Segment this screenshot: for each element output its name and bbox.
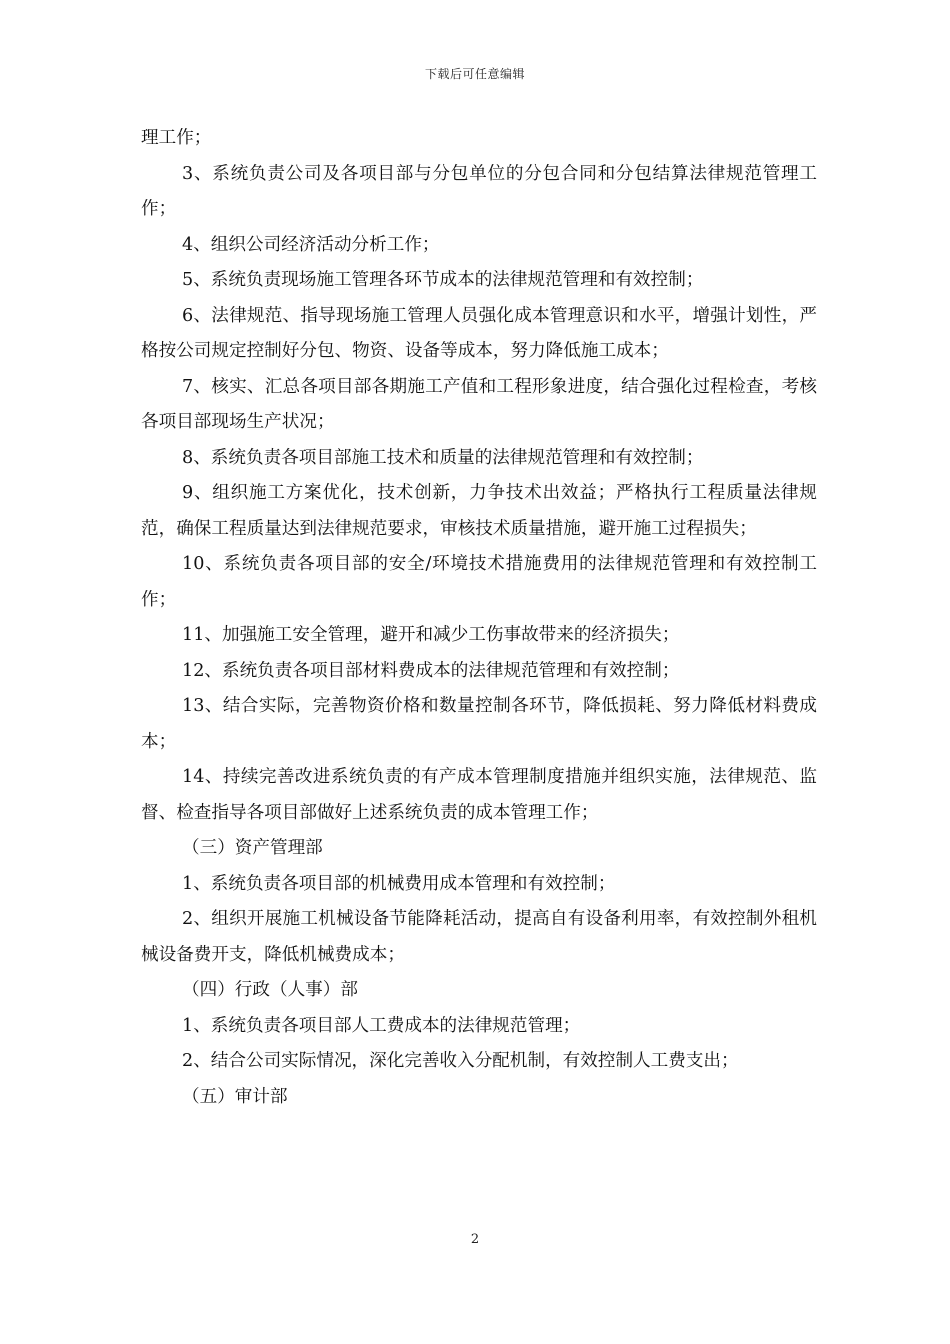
paragraph: 9、组织施工方案优化，技术创新，力争技术出效益；严格执行工程质量法律规范，确保工程质量达到法律规范要求，审核技术质量措施，避开施工过程损失； [141, 483, 817, 539]
section-heading: （三）资产管理部 [182, 838, 323, 858]
paragraph: 5、系统负责现场施工管理各环节成本的法律规范管理和有效控制； [182, 270, 704, 290]
paragraph: 12、系统负责各项目部材料费成本的法律规范管理和有效控制； [182, 660, 680, 681]
paragraph: 6、法律规范、指导现场施工管理人员强化成本管理意识和水平，增强计划性，严格按公司规定控制好分包、物资、设备等成本，努力降低施工成本； [141, 305, 817, 361]
section-heading: （五）审计部 [182, 1086, 288, 1107]
paragraph: 2、结合公司实际情况，深化完善收入分配机制，有效控制人工费支出； [182, 1051, 739, 1071]
document-body [141, 121, 817, 1115]
page-number: 2 [470, 1232, 480, 1247]
paragraph: 8、系统负责各项目部施工技术和质量的法律规范管理和有效控制； [182, 447, 704, 468]
paragraph: 3、系统负责公司及各项目部与分包单位的分包合同和分包结算法律规范管理工作； [141, 163, 817, 219]
paragraph: 1、系统负责各项目部人工费成本的法律规范管理； [182, 1015, 581, 1036]
paragraph: 13、结合实际，完善物资价格和数量控制各环节，降低损耗、努力降低材料费成本； [141, 696, 817, 752]
paragraph: 11、加强施工安全管理，避开和减少工伤事故带来的经济损失； [182, 625, 680, 645]
paragraph: 10、系统负责各项目部的安全/环境技术措施费用的法律规范管理和有效控制工作； [141, 554, 817, 610]
paragraph: 14、持续完善改进系统负责的有产成本管理制度措施并组织实施，法律规范、监督、检查指导各项目部做好上述系统负责的成本管理工作； [141, 767, 817, 823]
paragraph: 2、组织开展施工机械设备节能降耗活动，提高自有设备利用率，有效控制外租机械设备费开支，降低机械费成本； [141, 909, 817, 965]
section-heading: （四）行政（人事）部 [182, 980, 358, 1000]
paragraph: 1、系统负责各项目部的机械费用成本管理和有效控制； [182, 873, 616, 894]
paragraph: 7、核实、汇总各项目部各期施工产值和工程形象进度，结合强化过程检查，考核各项目部现场生产状况； [141, 376, 817, 432]
page-header: 下载后可任意编辑 [424, 67, 525, 81]
paragraph: 理工作； [141, 128, 212, 148]
paragraph: 4、组织公司经济活动分析工作； [182, 234, 440, 255]
